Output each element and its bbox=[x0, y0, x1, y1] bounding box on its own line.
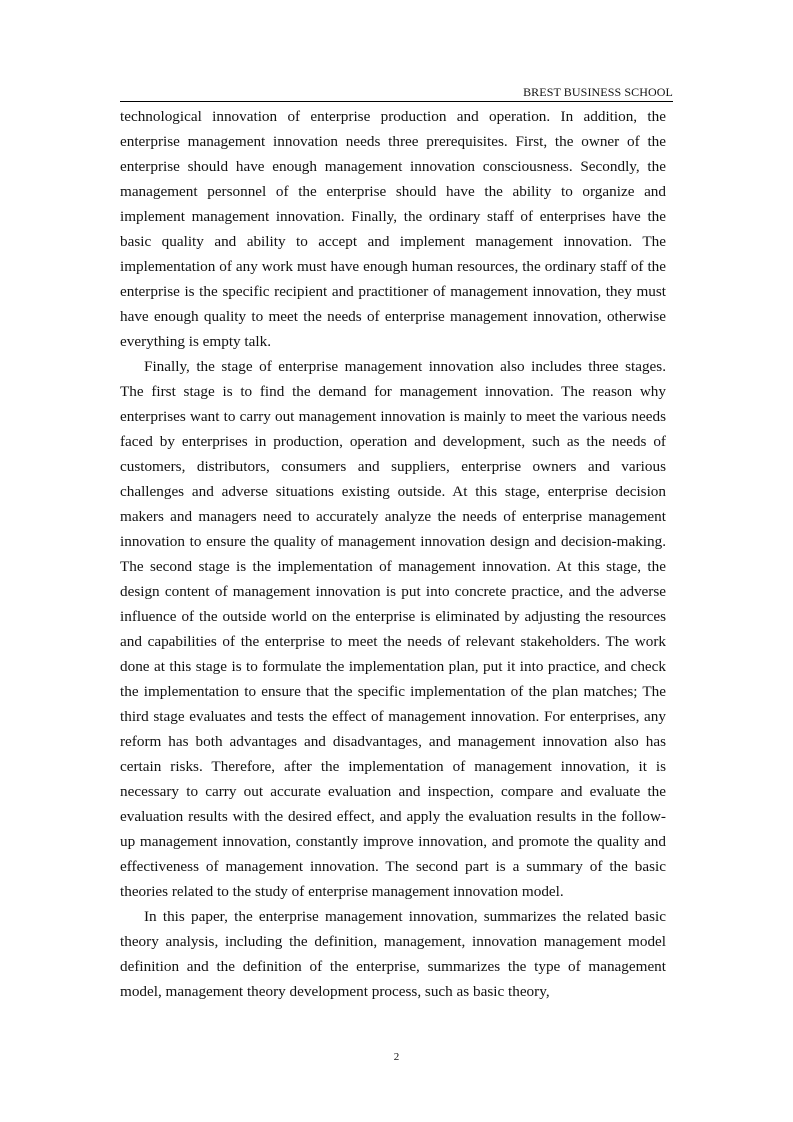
paragraph: Finally, the stage of enterprise management innovation also includes three stages. The first stage is to find the demand for management innovation. The reason why enterprises want to carry out management innovation is mainly to meet the various needs faced by enterprises in production, operation and development, such as the needs of customers, distributors, consumers and suppliers, enterprise owners and various challenges and adverse situations existing outside. At this stage, enterprise decision makers and managers need to accurately analyze the needs of enterprise management innovation to ensure the quality of management innovation design and decision-making. The second stage is the implementation of management innovation. At this stage, the design content of management innovation is put into concrete practice, and the adverse influence of the outside world on the enterprise is eliminated by adjusting the resources and capabilities of the enterprise to meet the needs of relevant stakeholders. The work done at this stage is to formulate the implementation plan, put it into practice, and check the implementation to ensure that the specific implementation of the plan matches; The third stage evaluates and tests the effect of management innovation. For enterprises, any reform has both advantages and disadvantages, and management innovation also has certain risks. Therefore, after the implementation of management innovation, it is necessary to carry out accurate evaluation and inspection, compare and evaluate the evaluation results with the desired effect, and apply the evaluation results in the follow-up management innovation, constantly improve innovation, and promote the quality and effectiveness of management innovation. The second part is a summary of the basic theories related to the study of enterprise management innovation model. bbox=[120, 358, 666, 900]
paragraph: technological innovation of enterprise production and operation. In addition, the enterprise management innovation needs three prerequisites. First, the owner of the enterprise should have enough management innovation consciousness. Secondly, the management personnel of the enterprise should have the ability to organize and implement management innovation. Finally, the ordinary staff of enterprises have the basic quality and ability to accept and implement management innovation. The implementation of any work must have enough human resources, the ordinary staff of the enterprise is the specific recipient and practitioner of management innovation, they must have enough quality to meet the needs of enterprise management innovation, otherwise everything is empty talk. bbox=[120, 108, 666, 350]
paragraph: In this paper, the enterprise management innovation, summarizes the related basic theory analysis, including the definition, management, innovation management model definition and the definition of the enterprise, summarizes the type of management model, management theory development process, such as basic theory, bbox=[120, 908, 666, 1000]
running-header: BREST BUSINESS SCHOOL bbox=[120, 84, 673, 102]
page-number: 2 bbox=[393, 1051, 400, 1063]
body-text bbox=[120, 104, 666, 1004]
